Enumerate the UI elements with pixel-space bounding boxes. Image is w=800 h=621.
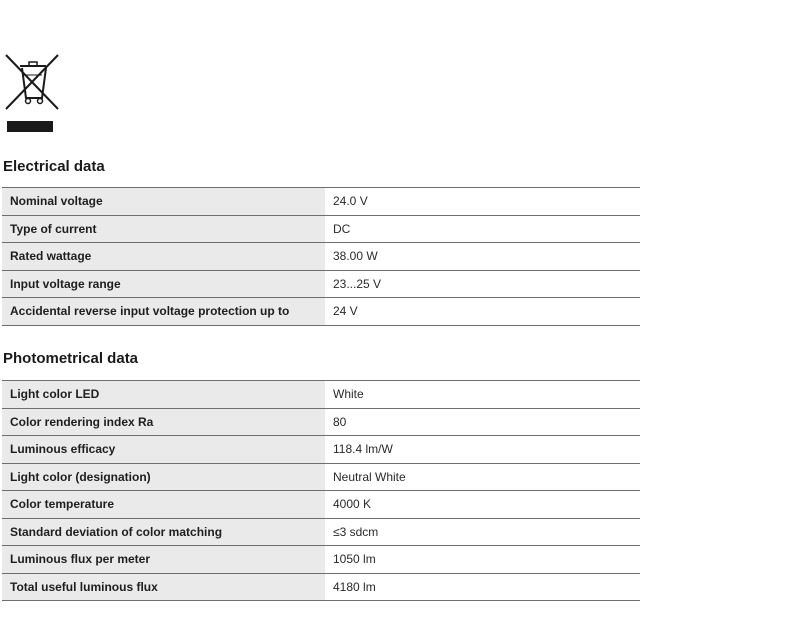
electrical-data-table <box>2 187 640 326</box>
weee-disposal-icon <box>4 53 60 133</box>
table-row <box>2 573 640 601</box>
row-value: White <box>325 381 640 409</box>
row-label: Input voltage range <box>2 270 325 298</box>
row-label: Luminous flux per meter <box>2 546 325 574</box>
table-row <box>2 463 640 491</box>
row-value: Neutral White <box>325 463 640 491</box>
row-label: Standard deviation of color matching <box>2 518 325 546</box>
crossed-out-wheelie-bin-icon <box>4 53 60 133</box>
table-row <box>2 188 640 216</box>
row-label: Light color LED <box>2 381 325 409</box>
row-value: 24.0 V <box>325 188 640 216</box>
row-value: 24 V <box>325 298 640 326</box>
row-label: Accidental reverse input voltage protection up to <box>2 298 325 326</box>
row-value: 80 <box>325 408 640 436</box>
row-label: Total useful luminous flux <box>2 573 325 601</box>
table-row <box>2 436 640 464</box>
row-value: 4000 K <box>325 491 640 519</box>
row-value: 23...25 V <box>325 270 640 298</box>
photometrical-data-table <box>2 380 640 601</box>
table-row <box>2 381 640 409</box>
row-label: Type of current <box>2 215 325 243</box>
row-label: Color rendering index Ra <box>2 408 325 436</box>
table-row <box>2 518 640 546</box>
row-label: Light color (designation) <box>2 463 325 491</box>
table-row <box>2 270 640 298</box>
row-value: 4180 lm <box>325 573 640 601</box>
row-value: DC <box>325 215 640 243</box>
row-label: Rated wattage <box>2 243 325 271</box>
section-title-electrical: Electrical data <box>3 158 105 175</box>
table-row <box>2 408 640 436</box>
row-value: 38.00 W <box>325 243 640 271</box>
table-row <box>2 546 640 574</box>
row-label: Color temperature <box>2 491 325 519</box>
table-row <box>2 215 640 243</box>
table-row <box>2 243 640 271</box>
section-title-photometrical: Photometrical data <box>3 350 139 367</box>
row-value: 118.4 lm/W <box>325 436 640 464</box>
row-value: ≤3 sdcm <box>325 518 640 546</box>
table-row <box>2 298 640 326</box>
row-label: Nominal voltage <box>2 188 325 216</box>
row-label: Luminous efficacy <box>2 436 325 464</box>
table-row <box>2 491 640 519</box>
row-value: 1050 lm <box>325 546 640 574</box>
